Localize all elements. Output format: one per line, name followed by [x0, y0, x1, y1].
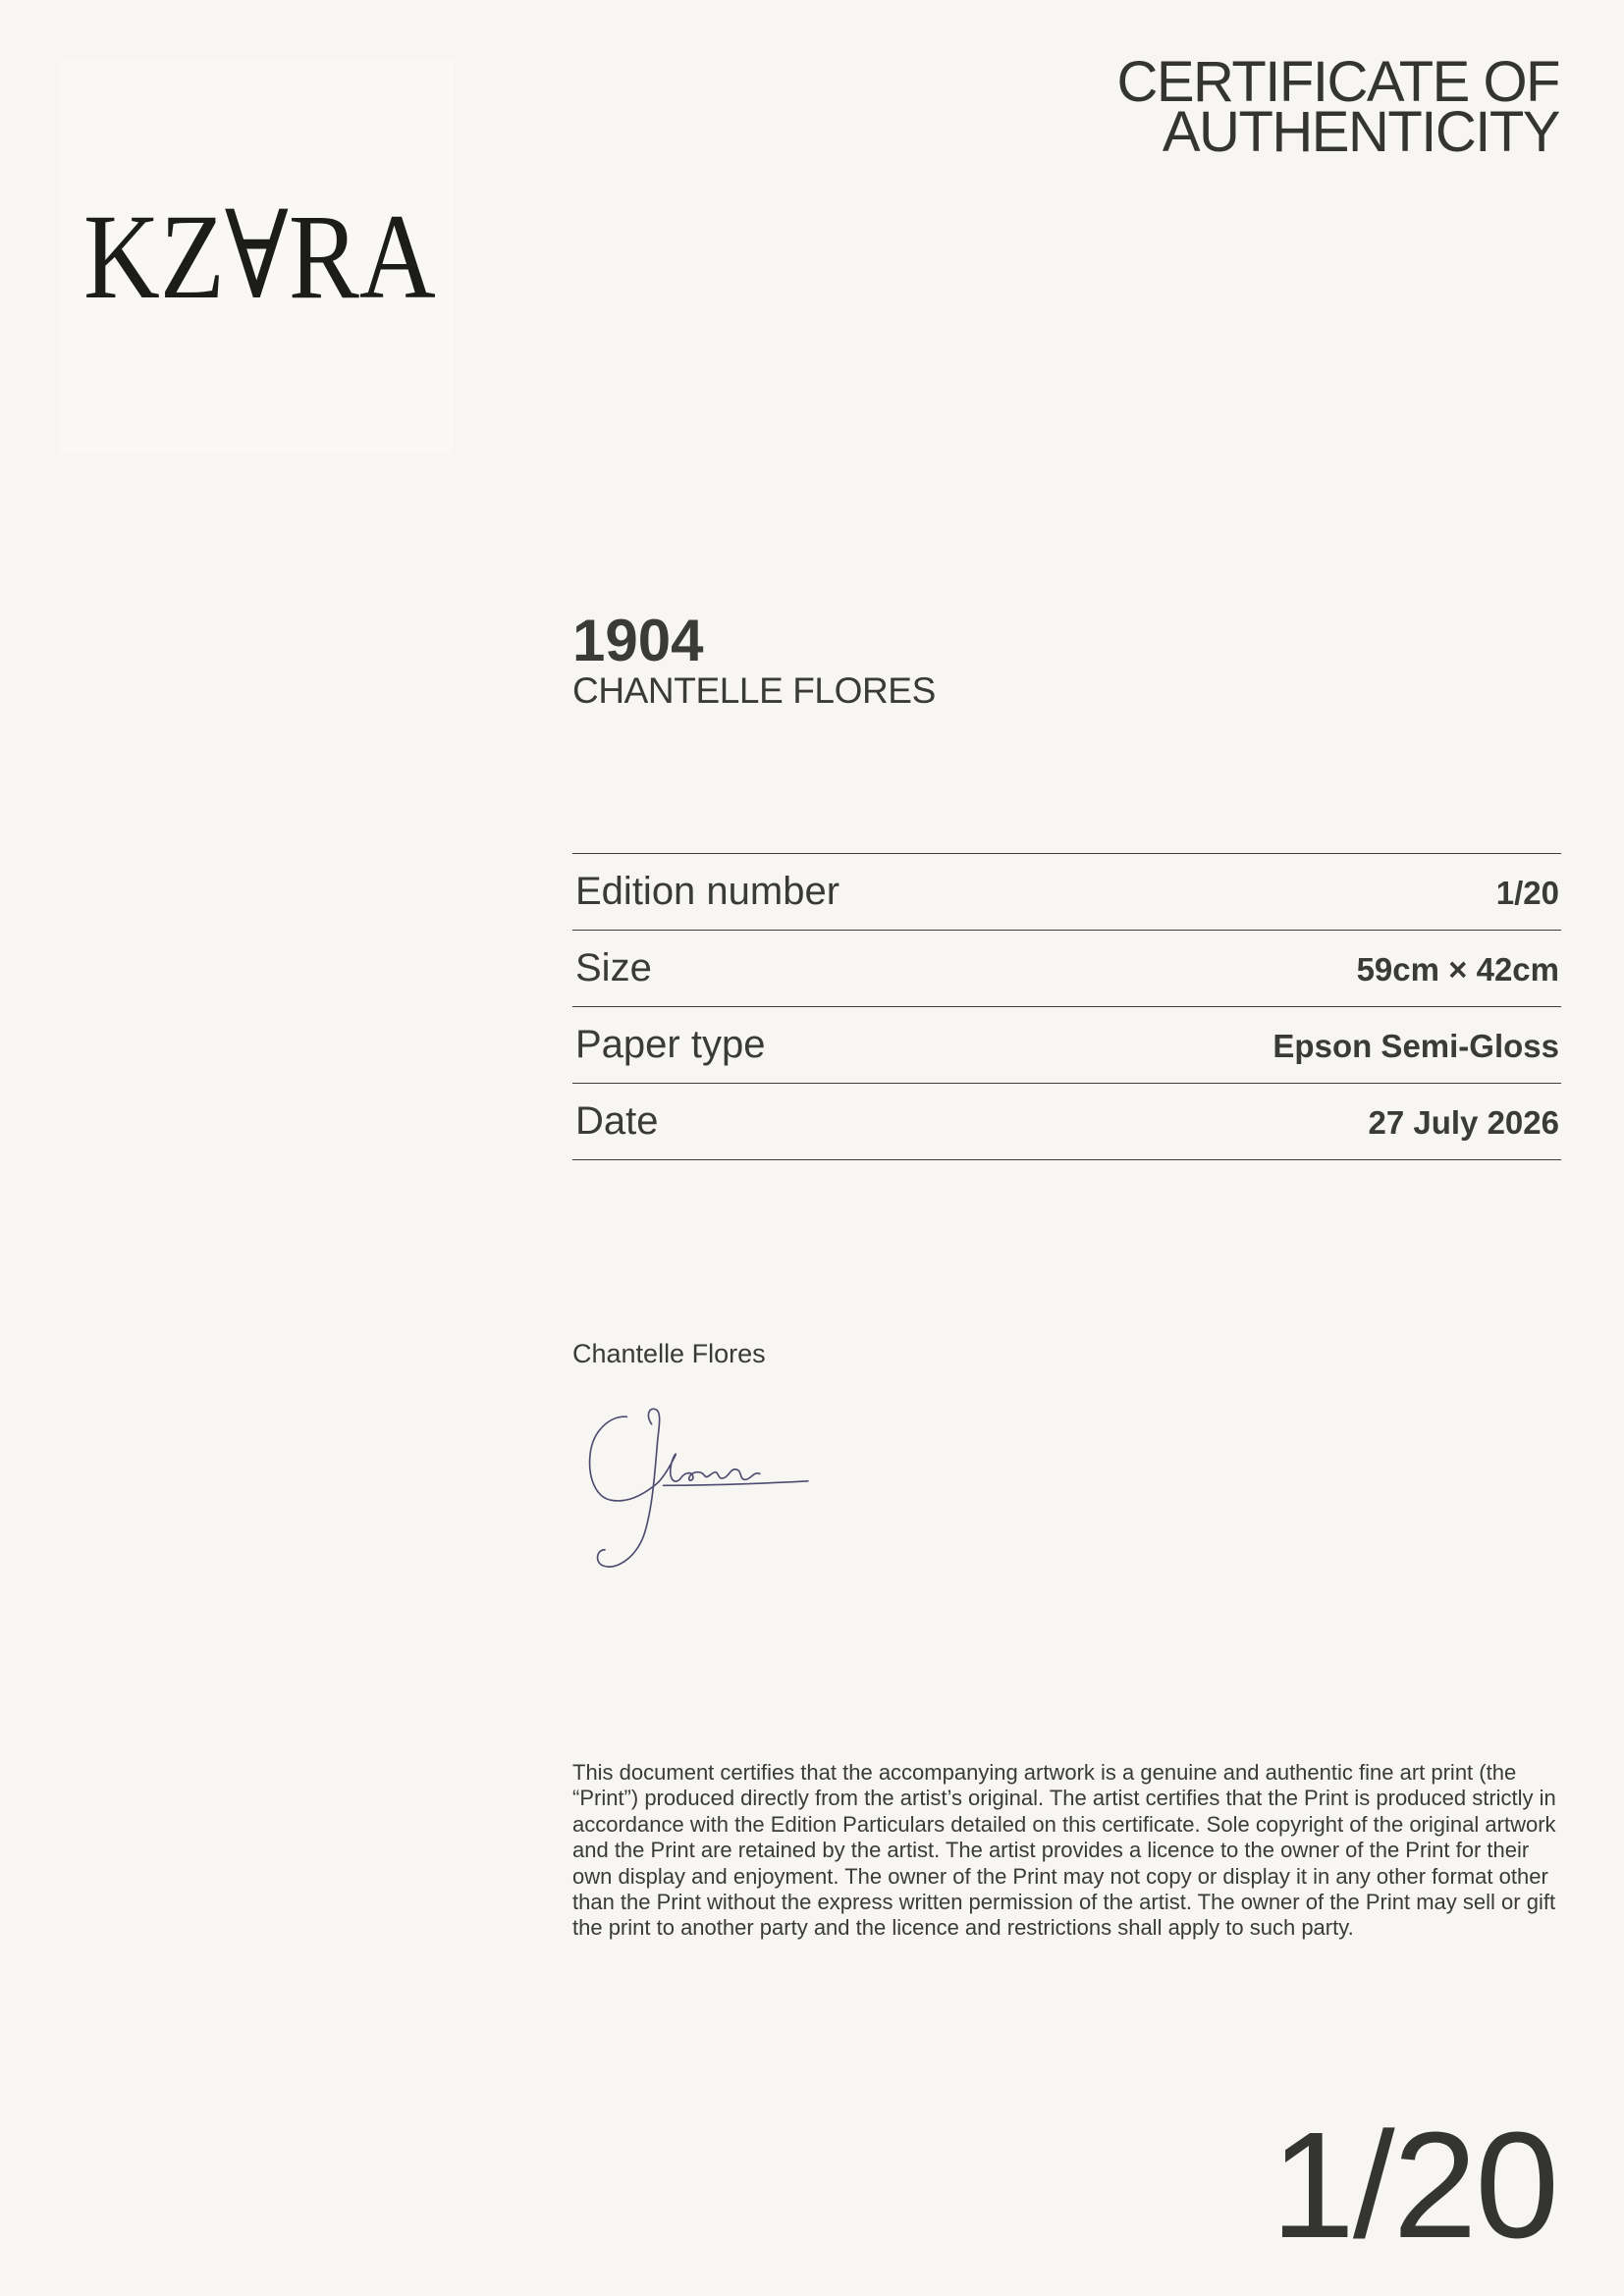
certificate-title-line-1: CERTIFICATE OF	[1116, 50, 1559, 114]
detail-value: 27 July 2026	[1368, 1104, 1559, 1141]
statement-line: own display and enjoyment. The owner of the Print may not copy or display it in any other format other	[572, 1863, 1548, 1889]
statement-line: “Print”) produced directly from the artist’s original. The artist certifies that the Print is produced strictly in	[572, 1786, 1556, 1811]
artwork-title: 1904	[572, 608, 704, 673]
edition-number-large: 1/20	[1271, 2101, 1557, 2269]
detail-row-size	[572, 931, 1561, 1007]
statement-line: This document certifies that the accompanying artwork is a genuine and authentic fine art print (the	[572, 1760, 1517, 1785]
detail-label: Date	[575, 1099, 659, 1143]
detail-row-paper-type	[572, 1007, 1561, 1084]
statement-line: than the Print without the express written permission of the artist. The owner of the Print may sell or gift	[572, 1890, 1556, 1915]
detail-label: Edition number	[575, 870, 840, 913]
certificate-title	[1116, 50, 1559, 164]
statement-line: and the Print are retained by the artist. The artist provides a licence to the owner of the Print for their	[572, 1838, 1530, 1863]
detail-label: Size	[575, 946, 652, 989]
signature-stroke	[655, 1454, 760, 1485]
detail-row-edition-number	[572, 854, 1561, 931]
brand-logo: KZ∀RA	[83, 189, 436, 324]
detail-row-date	[572, 1084, 1561, 1160]
signatory-name: Chantelle Flores	[572, 1339, 766, 1368]
artist-name: CHANTELLE FLORES	[572, 670, 936, 711]
signature-stroke	[590, 1416, 655, 1501]
authenticity-statement	[572, 1760, 1594, 1942]
certificate-title-line-2: AUTHENTICITY	[1162, 100, 1559, 164]
detail-value: Epson Semi-Gloss	[1272, 1028, 1559, 1064]
statement-line: the print to another party and the licence and restrictions shall apply to such party.	[572, 1915, 1354, 1941]
detail-label: Paper type	[575, 1023, 766, 1066]
handwritten-signature-icon	[578, 1398, 820, 1580]
detail-value: 59cm × 42cm	[1356, 951, 1559, 988]
signature-stroke	[664, 1481, 808, 1485]
edition-details-table	[572, 853, 1561, 1160]
statement-line: accordance with the Edition Particulars detailed on this certificate. Sole copyright of the original artwork	[572, 1811, 1556, 1837]
detail-value: 1/20	[1495, 875, 1559, 911]
